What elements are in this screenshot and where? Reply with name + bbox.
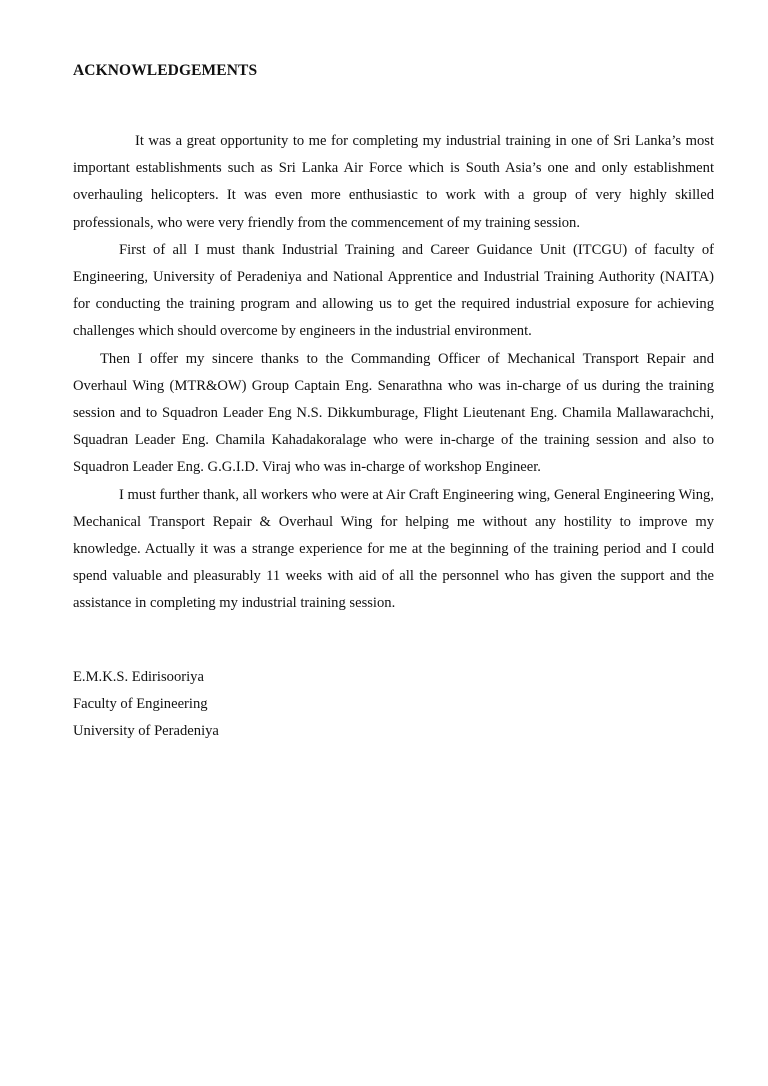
paragraph-opportunity: It was a great opportunity to me for completing my industrial training in one of Sri Lanka’s most important establishments such as Sri Lanka Air Force which is South Asia’s one and only establishment overhauling helicopters. It was even more enthusiastic to work with a group of very highly skilled professionals, who were very friendly from the commencement of my training session. [73, 133, 714, 231]
paragraph-officer-thanks: Then I offer my sincere thanks to the Commanding Officer of Mechanical Transport Repair and Overhaul Wing (MTR&OW) Group Captain Eng. Senarathna who was in-charge of us during the training session and to Squadron Leader Eng N.S. Dikkumburage, Flight Lieutenant Eng. Chamila Mallawarachchi, Squadran Leader Eng. Chamila Kahadakoralage who were in-charge of the training session and also to Squadron Leader Eng. G.G.I.D. Viraj who was in-charge of workshop Engineer. [73, 350, 714, 476]
signature-block [73, 664, 219, 746]
signature-university: University of Peradeniya [73, 723, 219, 740]
page-title: ACKNOWLEDGEMENTS [73, 62, 258, 79]
signature-name: E.M.K.S. Edirisooriya [73, 669, 204, 685]
signature-faculty: Faculty of Engineering [73, 696, 208, 713]
paragraph-workers-thanks: I must further thank, all workers who were at Air Craft Engineering wing, General Engineering Wing, Mechanical Transport Repair & Overhaul Wing for helping me without any hostility to improve my knowledge. Actually it was a strange experience for me at the beginning of the training period and I could spend valuable and pleasurably 11 weeks with aid of all the personnel who has given the support and the assistance in completing my industrial training session. [73, 486, 714, 612]
paragraph-itcgu-thanks: First of all I must thank Industrial Training and Career Guidance Unit (ITCGU) of faculty of Engineering, University of Peradeniya and National Apprentice and Industrial Training Authority (NAITA) for conducting the training program and allowing us to get the required industrial exposure for achieving challenges which should overcome by engineers in the industrial environment. [73, 241, 714, 340]
acknowledgement-body [73, 128, 714, 618]
